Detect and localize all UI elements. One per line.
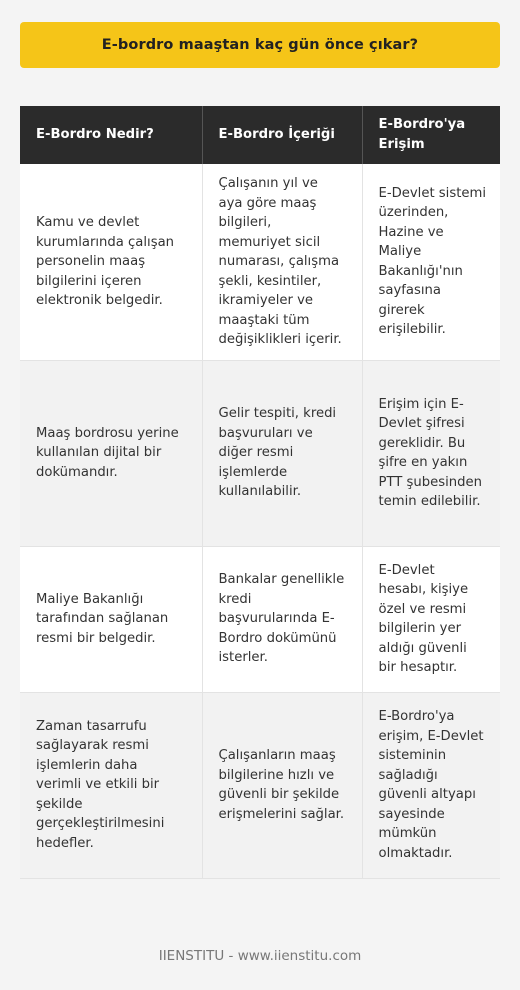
page-title: E-bordro maaştan kaç gün önce çıkar? [101,37,419,53]
table-row [20,360,500,546]
footer-credit: IIENSTITU - www.iienstitu.com [158,948,362,964]
column-header-access: E-Bordro'ya Erişim [362,106,500,164]
table-cell: E-Devlet hesabı, kişiye özel ve resmi bilgilerin yer aldığı güvenli bir hesaptır. [362,546,500,692]
table-cell: Erişim için E-Devlet şifresi gereklidir. Bu şifre en yakın PTT şubesinden temin edilebilir. [362,360,500,546]
table-cell: E-Devlet sistemi üzerinden, Hazine ve Maliye Bakanlığı'nın sayfasına girerek erişilebilir. [362,164,500,360]
column-header-what-is: E-Bordro Nedir? [20,106,202,164]
table-cell: E-Bordro'ya erişim, E-Devlet sisteminin sağladığı güvenli altyapı sayesinde mümkün olmaktadır. [362,692,500,878]
table-cell: Zaman tasarrufu sağlayarak resmi işlemlerin daha verimli ve etkili bir şekilde gerçekleştirilmesini hedefler. [20,692,202,878]
table-cell: Kamu ve devlet kurumlarında çalışan personelin maaş bilgilerini içeren elektronik belgedir. [20,164,202,360]
column-header-contents: E-Bordro İçeriği [202,106,362,164]
table-cell: Gelir tespiti, kredi başvuruları ve diğer resmi işlemlerde kullanılabilir. [202,360,362,546]
table-cell: Maliye Bakanlığı tarafından sağlanan resmi bir belgedir. [20,546,202,692]
table-row [20,164,500,360]
table-cell: Çalışanın yıl ve aya göre maaş bilgileri, memuriyet sicil numarası, çalışma şekli, kesintiler, ikramiyeler ve maaştaki tüm değişiklikleri içerir. [202,164,362,360]
table-row [20,546,500,692]
info-table [20,106,500,879]
table-cell: Bankalar genellikle kredi başvurularında E-Bordro dokümünü isterler. [202,546,362,692]
table-cell: Maaş bordrosu yerine kullanılan dijital bir dokümandır. [20,360,202,546]
table-cell: Çalışanların maaş bilgilerine hızlı ve güvenli bir şekilde erişmelerini sağlar. [202,692,362,878]
title-banner [20,22,500,68]
table-header-row [20,106,500,164]
table-row [20,692,500,878]
